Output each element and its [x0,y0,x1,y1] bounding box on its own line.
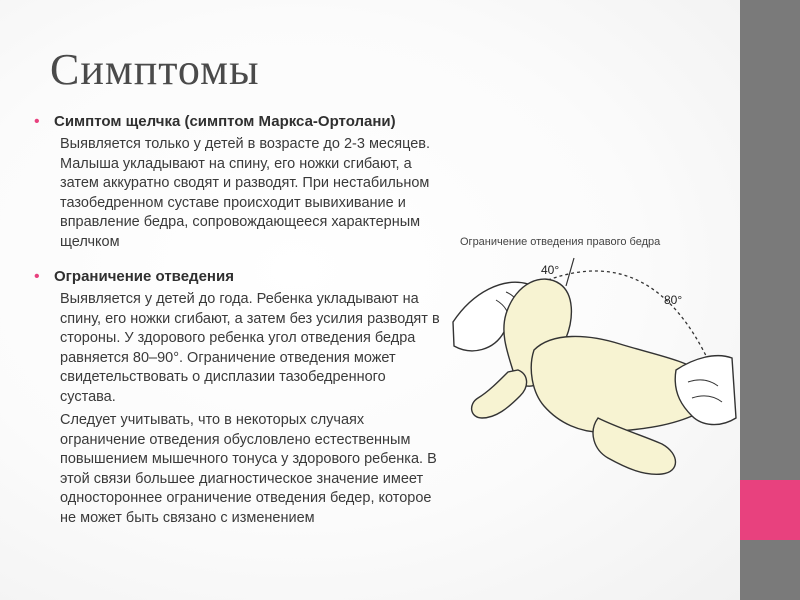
bullet-heading: Ограничение отведения [54,268,234,285]
bullet-paragraph: Выявляется только у детей в возрасте до 2-3 месяцев. Малыша укладывают на спину, его ножки сгибают, а затем аккуратно сводят и разводят. При нестабильном тазобедренном суставе происходит вывихивание и вправление бедра, сопровождающееся характерным щелчком [60,136,431,250]
bullet-paragraph: Выявляется у детей до года. Ребенка укладывают на спину, его ножки сгибают, а затем без усилия разводят в стороны. У здорового ребенка угол отведения бедра равняется 80–90°. Ограничение отведения может свидетельствовать о дисплазии тазобедренного сустава. [60,291,440,405]
pink-accent-block [740,480,800,540]
figure-caption: Ограничение отведения правого бедра [460,236,661,248]
infant-foot-left [472,370,527,418]
hip-abduction-illustration [448,222,738,482]
bullet-item [34,267,444,286]
bullet-item [34,112,444,131]
bullet-dot-icon: • [34,268,40,285]
angle-tick [566,258,574,286]
angle-label-80: 80° [664,293,683,307]
content-area [34,112,444,528]
bullet-dot-icon: • [34,113,40,130]
bullet-paragraph: Следует учитывать, что в некоторых случаях ограничение отведения обусловлено естественным повышением мышечного тонуса у здорового ребенка. В этой связи большее диагностическое значение имеет одностороннее ограничение отведения бедер, которое не может быть связано с изменением [60,412,437,526]
page-title: Симптомы [50,45,260,94]
infant-hip-drawing [448,222,738,482]
angle-label-40: 40° [541,263,560,277]
bullet-heading: Симптом щелчка (симптом Маркса-Ортолани) [54,113,396,130]
